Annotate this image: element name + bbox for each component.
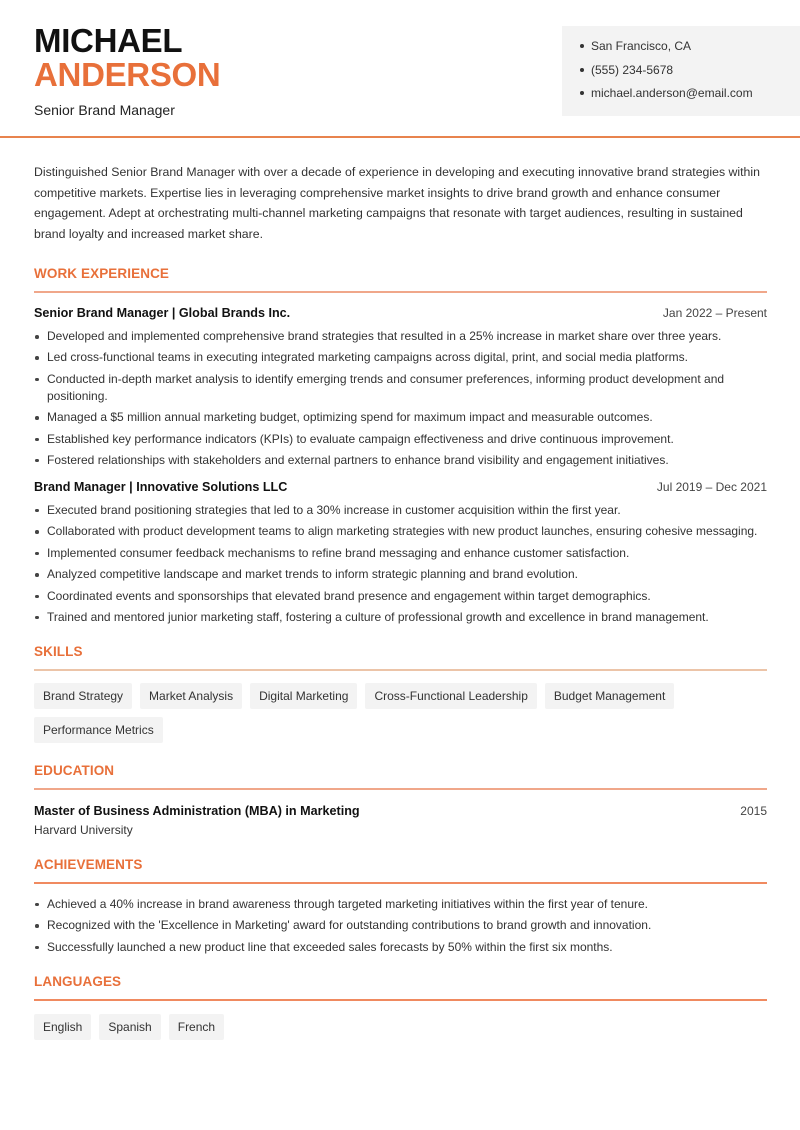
achievements-section [34, 857, 767, 956]
job-bullet: Established key performance indicators (KPIs) to evaluate campaign effectiveness and drive continuous improvement. [34, 431, 767, 448]
language-tag: Spanish [99, 1014, 160, 1040]
section-title-languages: LANGUAGES [34, 973, 122, 989]
job-bullet: Coordinated events and sponsorships that elevated brand presence and engagement within target demographics. [34, 588, 767, 605]
contact-location-text: San Francisco, CA [591, 39, 692, 53]
work-experience-section [34, 266, 767, 626]
contact-box [562, 26, 800, 116]
education-year: 2015 [740, 803, 767, 818]
contact-email [580, 85, 800, 109]
job-header [34, 306, 767, 320]
section-title-work: WORK EXPERIENCE [34, 266, 170, 281]
education-entry [34, 804, 767, 837]
contact-phone-text: (555) 234-5678 [591, 62, 674, 77]
section-title-skills: SKILLS [34, 643, 83, 659]
language-tag: French [169, 1014, 224, 1040]
resume-body [34, 162, 767, 1040]
skill-tag: Performance Metrics [34, 717, 163, 743]
job-title: Senior Brand Manager [34, 102, 175, 118]
job-bullet: Collaborated with product development teams to align marketing strategies with new product launches, ensuring cohesive messaging. [34, 523, 767, 540]
achievement-item: Recognized with the 'Excellence in Marketing' award for outstanding contributions to brand growth and innovation. [34, 917, 767, 934]
job-bullet: Implemented consumer feedback mechanisms to refine brand messaging and enhance customer satisfaction. [34, 545, 767, 562]
job-entry [34, 480, 767, 626]
job-bullet: Managed a $5 million annual marketing budget, optimizing spend for maximum impact and measurable outcomes. [34, 409, 767, 426]
summary: Distinguished Senior Brand Manager with over a decade of experience in developing and executing innovative brand strategies within competitive markets. Expertise lies in leveraging comprehensive market insights to drive brand growth and enhance consumer engagement. Adept at orchestrating multi-channel marketing campaigns that resonate with target audiences, resulting in sustained brand loyalty and increased market share. [34, 165, 760, 241]
job-bullet: Conducted in-depth market analysis to identify emerging trends and consumer preferences, informing product development and positioning. [34, 371, 767, 405]
job-bullets [34, 502, 767, 626]
skill-tag: Budget Management [545, 683, 674, 709]
job-bullet: Executed brand positioning strategies that led to a 30% increase in customer acquisition within the first year. [34, 502, 767, 519]
skills-section [34, 644, 767, 743]
first-name: MICHAEL [34, 22, 183, 59]
education-school: Harvard University [34, 822, 133, 837]
education-degree: Master of Business Administration (MBA) in Marketing [34, 803, 360, 818]
section-title-education: EDUCATION [34, 762, 115, 778]
language-tags [34, 1014, 767, 1040]
section-divider [34, 882, 767, 884]
section-divider [34, 291, 767, 293]
job-bullet: Led cross-functional teams in executing integrated marketing campaigns across digital, print, and social media platforms. [34, 349, 767, 366]
bullet-dot-icon [580, 68, 584, 72]
skill-tag: Cross-Functional Leadership [365, 683, 536, 709]
job-header [34, 480, 767, 494]
language-tag: English [34, 1014, 91, 1040]
education-section [34, 763, 767, 837]
section-divider [34, 788, 767, 790]
job-bullet: Developed and implemented comprehensive brand strategies that resulted in a 25% increase in market share over three years. [34, 328, 767, 345]
resume-header [0, 0, 800, 138]
job-bullet: Trained and mentored junior marketing staff, fostering a culture of professional growth and excellence in brand management. [34, 609, 767, 626]
contact-email-text: michael.anderson@email.com [591, 86, 753, 100]
contact-location [580, 38, 800, 62]
job-dates: Jul 2019 – Dec 2021 [656, 479, 767, 494]
job-bullet: Analyzed competitive landscape and market trends to inform strategic planning and brand evolution. [34, 566, 767, 583]
skill-tag: Digital Marketing [250, 683, 357, 709]
job-role: Brand Manager | Innovative Solutions LLC [34, 479, 288, 494]
job-bullets [34, 328, 767, 469]
skill-tag: Market Analysis [140, 683, 242, 709]
job-dates: Jan 2022 – Present [662, 306, 767, 320]
languages-section [34, 974, 767, 1040]
achievements-list [34, 896, 767, 956]
skill-tag: Brand Strategy [34, 683, 132, 709]
education-header [34, 804, 767, 818]
skills-tags [34, 683, 714, 743]
section-title-achievements: ACHIEVEMENTS [34, 856, 143, 872]
section-divider [34, 999, 767, 1001]
bullet-dot-icon [580, 91, 584, 95]
contact-phone [580, 62, 800, 86]
job-role: Senior Brand Manager | Global Brands Inc. [34, 306, 291, 320]
section-divider [34, 669, 767, 671]
job-entry [34, 306, 767, 469]
name-block [34, 24, 220, 118]
achievement-item: Achieved a 40% increase in brand awareness through targeted marketing initiatives within the first year of tenure. [34, 896, 767, 913]
last-name: ANDERSON [34, 56, 221, 93]
achievement-item: Successfully launched a new product line that exceeded sales forecasts by 50% within the first six months. [34, 939, 767, 956]
job-bullet: Fostered relationships with stakeholders and external partners to enhance brand visibility and engagement initiatives. [34, 452, 767, 469]
bullet-dot-icon [580, 44, 584, 48]
